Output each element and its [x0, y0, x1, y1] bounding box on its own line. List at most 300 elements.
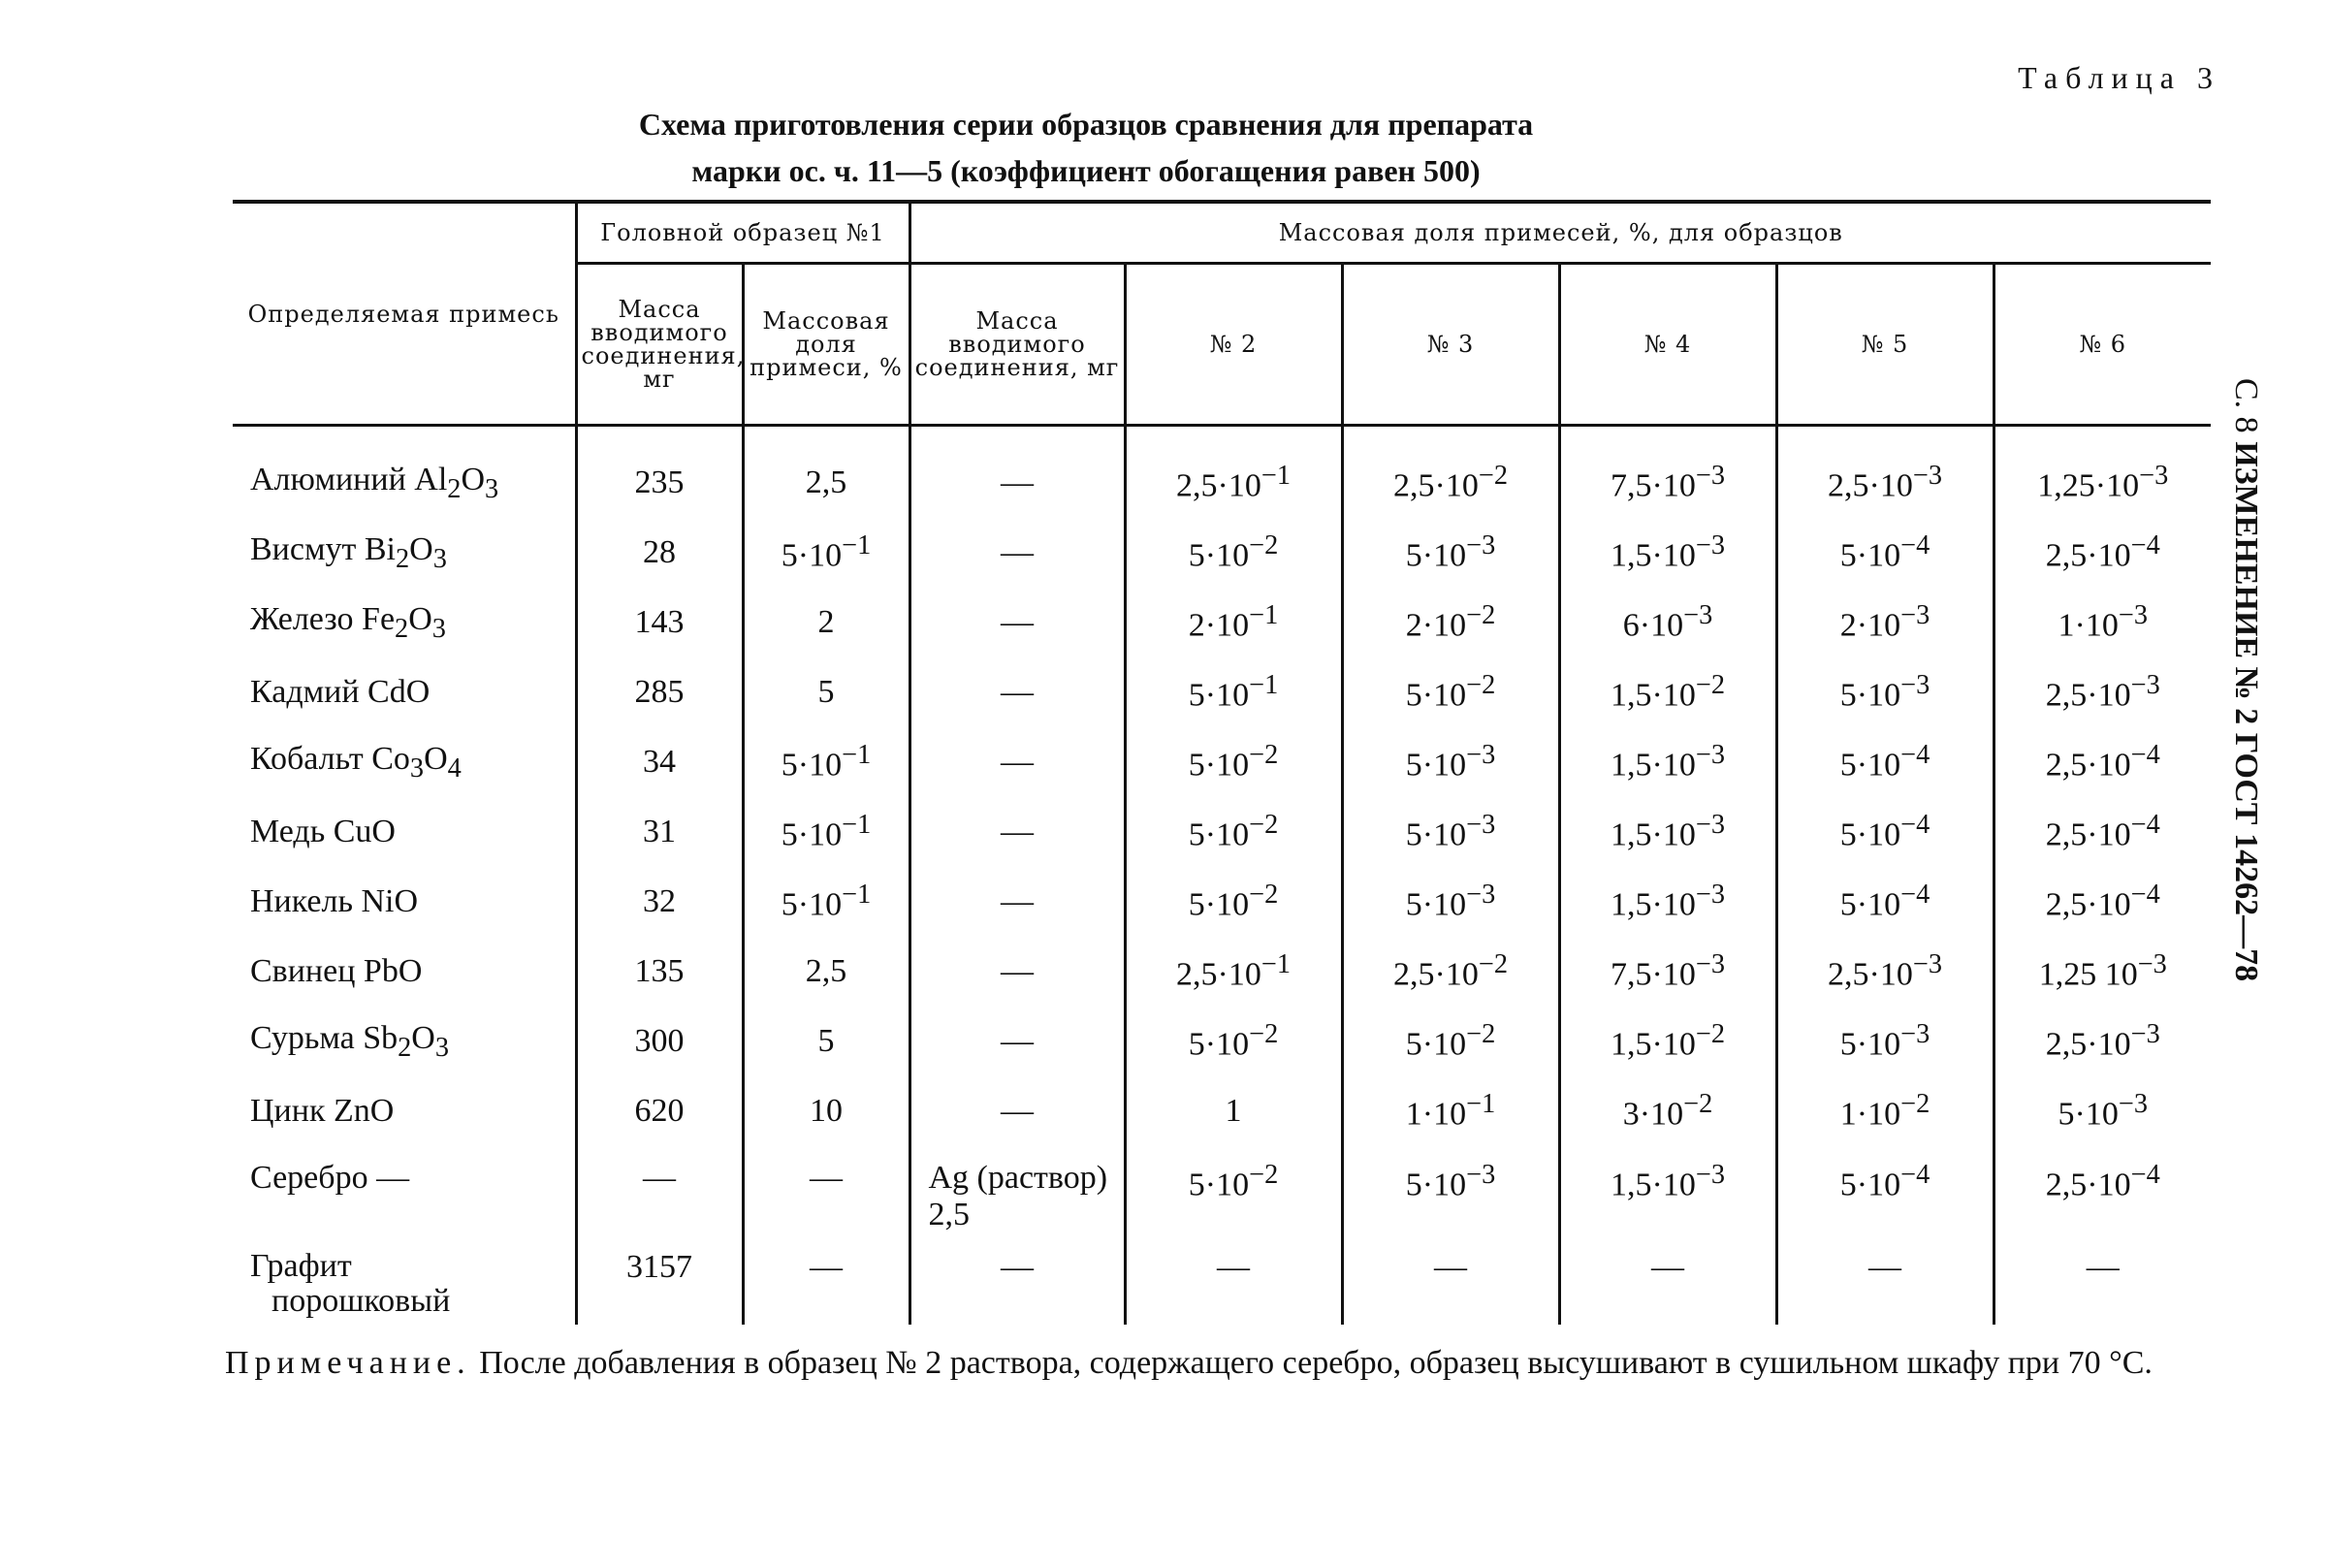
- fraction-value: 2,5: [805, 464, 847, 500]
- sample-value: 2,5·10: [2045, 1167, 2131, 1203]
- compound-mass-cell: 32: [576, 867, 743, 937]
- sample-value: 2,5·10: [2045, 1026, 2131, 1063]
- sample-value: 1·10: [1405, 1096, 1467, 1133]
- formula-subscript: 2: [395, 543, 410, 574]
- compound-mass-cell: 620: [576, 1076, 743, 1146]
- sample-exponent: −4: [2130, 530, 2160, 561]
- sample-exponent: −2: [1695, 670, 1725, 701]
- sample-4-cell: [1559, 1146, 1776, 1235]
- sample-exponent: −4: [1900, 530, 1930, 561]
- fraction-exponent: −1: [842, 530, 872, 561]
- added-mass-cell: —: [909, 518, 1125, 588]
- fraction-exponent: −1: [842, 740, 872, 771]
- table-body: [233, 426, 2211, 1326]
- sample-value: 1: [1225, 1093, 1242, 1129]
- impurity-formula-main: Железо Fe: [250, 600, 396, 637]
- impurity-fraction-cell: [743, 867, 909, 937]
- sample-exponent: −2: [1683, 1089, 1713, 1120]
- sample-exponent: −2: [1478, 949, 1508, 980]
- header-head-sample: Головной образец №1: [576, 202, 909, 264]
- sample-value: —: [1868, 1249, 1901, 1285]
- header-impurity-fraction: Массовая доля примеси, %: [743, 264, 909, 426]
- sample-value: 5·10: [1405, 747, 1467, 784]
- sample-2-cell: [1125, 727, 1342, 797]
- sample-value: 2·10: [1405, 607, 1467, 644]
- impurity-formula-main: Свинец PbO: [250, 953, 423, 989]
- formula-subscript: 3: [434, 1032, 450, 1063]
- sample-6-cell: [1994, 1235, 2211, 1325]
- sample-2-cell: [1125, 1235, 1342, 1325]
- sample-value: 2,5·10: [2045, 747, 2131, 784]
- header-row-1: [233, 202, 2211, 264]
- sample-6-cell: [1994, 588, 2211, 657]
- page-number: С. 8: [2228, 378, 2264, 433]
- sample-3-cell: [1342, 1076, 1559, 1146]
- sample-value: 5·10: [1188, 816, 1250, 853]
- sample-exponent: −3: [1466, 1160, 1496, 1190]
- fraction-value: 10: [810, 1093, 843, 1129]
- sample-value: —: [1217, 1249, 1250, 1285]
- impurity-name-line-2: порошковый: [271, 1283, 451, 1319]
- document-reference: ИЗМЕНЕНИЕ № 2 ГОСТ 14262—78: [2228, 441, 2264, 982]
- sample-value: 5·10: [1188, 537, 1250, 574]
- formula-subscript: 2: [395, 613, 409, 644]
- sample-4-cell: [1559, 1235, 1776, 1325]
- table-row: [233, 727, 2211, 797]
- sample-value: 3·10: [1622, 1096, 1684, 1133]
- sample-value: 5·10: [1188, 747, 1250, 784]
- header-sample-5: № 5: [1776, 264, 1994, 426]
- sample-value: 5·10: [1839, 1167, 1901, 1203]
- sample-exponent: −4: [2130, 810, 2160, 841]
- impurity-name: [233, 588, 576, 657]
- added-mass-cell: —: [909, 1076, 1125, 1146]
- sample-value: 2,5·10: [1828, 467, 1913, 504]
- sample-value: 7,5·10: [1611, 467, 1696, 504]
- sample-5-cell: [1776, 727, 1994, 797]
- sample-exponent: −3: [1900, 1019, 1930, 1050]
- header-added-mass: Масса вводимого соединения, мг: [909, 264, 1125, 426]
- added-mass-cell: —: [909, 727, 1125, 797]
- impurity-name: [233, 727, 576, 797]
- sample-exponent: −2: [1466, 600, 1496, 631]
- sample-value: 5·10: [1188, 677, 1250, 714]
- sample-4-cell: [1559, 426, 1776, 519]
- impurity-name: [233, 518, 576, 588]
- sample-2-cell: [1125, 657, 1342, 727]
- table-title: [233, 101, 1939, 194]
- formula-oxygen: O: [409, 530, 433, 567]
- sample-value: 2,5·10: [2045, 677, 2131, 714]
- sample-exponent: −3: [1695, 740, 1725, 771]
- sample-5-cell: [1776, 867, 1994, 937]
- note-text: После добавления в образец № 2 раствора, содержащего серебро, образец высушивают в сушильном шкафу при 70 °С.: [479, 1345, 2153, 1381]
- fraction-value: 5: [817, 674, 835, 710]
- sample-value: 2,5·10: [2045, 816, 2131, 853]
- sample-value: 5·10: [1405, 1026, 1467, 1063]
- impurity-formula-main: Висмут Bi: [250, 530, 396, 567]
- sample-exponent: −2: [1695, 1019, 1725, 1050]
- table-row: [233, 588, 2211, 657]
- sample-value: 1,5·10: [1611, 1167, 1696, 1203]
- sample-6-cell: [1994, 1076, 2211, 1146]
- sample-value: 2·10: [1839, 607, 1901, 644]
- sample-5-cell: [1776, 1235, 1994, 1325]
- fraction-value: 2: [817, 604, 835, 640]
- formula-subscript: 3: [485, 473, 499, 504]
- compound-mass-cell: 300: [576, 1007, 743, 1076]
- sample-6-cell: [1994, 727, 2211, 797]
- table-row: [233, 426, 2211, 519]
- sample-3-cell: [1342, 937, 1559, 1007]
- sample-exponent: −4: [2130, 1160, 2160, 1190]
- sample-exponent: −4: [2130, 880, 2160, 911]
- sample-6-cell: [1994, 797, 2211, 867]
- sample-exponent: −4: [1900, 810, 1930, 841]
- impurity-fraction-cell: [743, 588, 909, 657]
- sample-5-cell: [1776, 1146, 1994, 1235]
- impurity-fraction-cell: [743, 1076, 909, 1146]
- sample-exponent: −3: [1900, 670, 1930, 701]
- sample-exponent: −2: [1249, 880, 1279, 911]
- header-sample-6: № 6: [1994, 264, 2211, 426]
- sample-3-cell: [1342, 1235, 1559, 1325]
- footnote: [225, 1342, 2203, 1385]
- fraction-value: 5·10: [781, 747, 843, 784]
- impurity-name: [233, 937, 576, 1007]
- sample-value: 1,5·10: [1611, 886, 1696, 923]
- sample-exponent: −1: [1249, 670, 1279, 701]
- formula-oxygen: O: [411, 1019, 435, 1056]
- sample-value: 2,5·10: [1176, 467, 1261, 504]
- sample-exponent: −3: [1466, 740, 1496, 771]
- sample-exponent: −3: [1695, 1160, 1725, 1190]
- sample-exponent: −2: [1249, 1019, 1279, 1050]
- impurity-fraction-cell: [743, 797, 909, 867]
- sample-6-cell: [1994, 1146, 2211, 1235]
- sample-2-cell: [1125, 1076, 1342, 1146]
- impurity-name: [233, 426, 576, 519]
- sample-2-cell: [1125, 797, 1342, 867]
- sample-value: 5·10: [1405, 886, 1467, 923]
- impurity-name-line-1: Графит: [250, 1248, 352, 1284]
- sample-2-cell: [1125, 518, 1342, 588]
- sample-value: 5·10: [1188, 1026, 1250, 1063]
- added-mass-cell: Ag (раствор) 2,5: [909, 1146, 1125, 1235]
- sample-3-cell: [1342, 1146, 1559, 1235]
- sample-exponent: −3: [1912, 461, 1942, 492]
- sample-3-cell: [1342, 657, 1559, 727]
- formula-oxygen: O: [461, 461, 486, 497]
- sample-2-cell: [1125, 588, 1342, 657]
- header-mass-fraction-group: Массовая доля примесей, %, для образцов: [909, 202, 2211, 264]
- sample-5-cell: [1776, 588, 1994, 657]
- impurity-name: [233, 1076, 576, 1146]
- added-mass-cell: —: [909, 797, 1125, 867]
- fraction-value: 2,5: [805, 953, 847, 989]
- sample-value: —: [1651, 1249, 1684, 1285]
- sample-3-cell: [1342, 1007, 1559, 1076]
- sample-value: 5·10: [1839, 816, 1901, 853]
- sample-value: 5·10: [1839, 537, 1901, 574]
- sample-exponent: −3: [2139, 461, 2169, 492]
- table-row: [233, 518, 2211, 588]
- impurity-name: [233, 657, 576, 727]
- sample-exponent: −3: [1695, 810, 1725, 841]
- sample-value: 1,5·10: [1611, 816, 1696, 853]
- title-line-2: марки ос. ч. 11—5 (коэффициент обогащения равен 500): [691, 153, 1481, 188]
- impurity-name: [233, 1146, 576, 1235]
- reference-samples-table: [233, 200, 2211, 1325]
- sample-4-cell: [1559, 1076, 1776, 1146]
- impurity-formula-main: Сурьма Sb: [250, 1019, 399, 1056]
- sample-exponent: −3: [1683, 600, 1713, 631]
- sample-2-cell: [1125, 1146, 1342, 1235]
- sample-value: 1,5·10: [1611, 1026, 1696, 1063]
- sample-6-cell: [1994, 867, 2211, 937]
- sample-4-cell: [1559, 518, 1776, 588]
- sample-value: 2,5·10: [2045, 886, 2131, 923]
- compound-mass-cell: 135: [576, 937, 743, 1007]
- sample-value: 2,5·10: [1393, 956, 1479, 993]
- impurity-fraction-cell: [743, 426, 909, 519]
- impurity-fraction-cell: [743, 518, 909, 588]
- impurity-name: [233, 797, 576, 867]
- compound-mass-cell: 34: [576, 727, 743, 797]
- added-mass-cell: —: [909, 867, 1125, 937]
- compound-mass-cell: 3157: [576, 1235, 743, 1325]
- sample-exponent: −1: [1249, 600, 1279, 631]
- impurity-formula-main: Кадмий CdO: [250, 674, 431, 710]
- impurity-name: [233, 1007, 576, 1076]
- sample-value: 5·10: [1839, 886, 1901, 923]
- sample-value: 1,25·10: [2037, 467, 2140, 504]
- sample-exponent: −2: [1249, 740, 1279, 771]
- sample-exponent: −3: [1466, 810, 1496, 841]
- impurity-formula-main: Цинк ZnO: [250, 1093, 395, 1129]
- sample-6-cell: [1994, 937, 2211, 1007]
- fraction-value: —: [810, 1160, 843, 1196]
- sample-exponent: −2: [1249, 530, 1279, 561]
- sample-2-cell: [1125, 426, 1342, 519]
- sample-4-cell: [1559, 867, 1776, 937]
- formula-subscript: 3: [432, 543, 447, 574]
- added-mass-cell: —: [909, 1007, 1125, 1076]
- table-number: Таблица 3: [2018, 60, 2220, 95]
- formula-oxygen: O: [408, 600, 432, 637]
- sample-4-cell: [1559, 1007, 1776, 1076]
- added-mass-cell: —: [909, 937, 1125, 1007]
- sample-value: 5·10: [1839, 747, 1901, 784]
- impurity-fraction-cell: [743, 657, 909, 727]
- impurity-fraction-cell: [743, 1146, 909, 1235]
- sample-exponent: −3: [2137, 949, 2167, 980]
- sample-exponent: −3: [1900, 600, 1930, 631]
- sample-exponent: −2: [1466, 1019, 1496, 1050]
- table-row: [233, 1146, 2211, 1235]
- sample-2-cell: [1125, 867, 1342, 937]
- sample-3-cell: [1342, 588, 1559, 657]
- sample-value: 5·10: [1839, 1026, 1901, 1063]
- sample-value: 2,5·10: [1393, 467, 1479, 504]
- header-impurity: Определяемая примесь: [233, 202, 576, 426]
- fraction-value: 5·10: [781, 537, 843, 574]
- fraction-exponent: −1: [842, 880, 872, 911]
- sample-value: 2,5·10: [1176, 956, 1261, 993]
- formula-subscript: 2: [447, 473, 462, 504]
- sample-5-cell: [1776, 1007, 1994, 1076]
- compound-mass-cell: 31: [576, 797, 743, 867]
- sample-5-cell: [1776, 937, 1994, 1007]
- sample-2-cell: [1125, 937, 1342, 1007]
- header-sample-2: № 2: [1125, 264, 1342, 426]
- table-row: [233, 1007, 2211, 1076]
- sample-exponent: −4: [1900, 880, 1930, 911]
- sample-value: 7,5·10: [1611, 956, 1696, 993]
- sample-value: 1,5·10: [1611, 537, 1696, 574]
- header-compound-mass: Масса вводимого соединения, мг: [576, 264, 743, 426]
- formula-oxygen: O: [424, 740, 448, 777]
- sample-exponent: −4: [1900, 1160, 1930, 1190]
- sample-6-cell: [1994, 657, 2211, 727]
- sample-exponent: −1: [1260, 461, 1291, 492]
- sample-value: 5·10: [1188, 886, 1250, 923]
- fraction-value: 5·10: [781, 816, 843, 853]
- sample-3-cell: [1342, 727, 1559, 797]
- sample-exponent: −3: [2130, 1019, 2160, 1050]
- sample-exponent: −4: [1900, 740, 1930, 771]
- sample-value: 1·10: [1839, 1096, 1901, 1133]
- fraction-value: 5: [817, 1023, 835, 1059]
- impurity-formula-main: Алюминий Al: [250, 461, 448, 497]
- sample-6-cell: [1994, 518, 2211, 588]
- fraction-exponent: −1: [842, 810, 872, 841]
- compound-mass-cell: 143: [576, 588, 743, 657]
- formula-subscript: 3: [409, 752, 425, 784]
- sample-exponent: −2: [1249, 1160, 1279, 1190]
- title-line-1: Схема приготовления серии образцов сравнения для препарата: [638, 107, 1534, 142]
- added-mass-cell: —: [909, 1235, 1125, 1325]
- sample-value: —: [1434, 1249, 1467, 1285]
- header-sample-3: № 3: [1342, 264, 1559, 426]
- sample-exponent: −3: [2118, 1089, 2148, 1120]
- sample-exponent: −3: [1912, 949, 1942, 980]
- sample-value: 1,5·10: [1611, 747, 1696, 784]
- table-row: [233, 867, 2211, 937]
- impurity-fraction-cell: [743, 1235, 909, 1325]
- added-mass-cell: —: [909, 657, 1125, 727]
- table-row: [233, 657, 2211, 727]
- sample-value: 1,25 10: [2038, 956, 2138, 993]
- sample-value: —: [2086, 1249, 2120, 1285]
- added-mass-cell: —: [909, 426, 1125, 519]
- impurity-name: [233, 1235, 576, 1325]
- sample-exponent: −3: [1466, 880, 1496, 911]
- sample-4-cell: [1559, 588, 1776, 657]
- sample-5-cell: [1776, 1076, 1994, 1146]
- impurity-formula-main: Никель NiO: [250, 883, 419, 919]
- impurity-fraction-cell: [743, 937, 909, 1007]
- added-mass-cell: —: [909, 588, 1125, 657]
- sample-value: 1,5·10: [1611, 677, 1696, 714]
- table-row: [233, 1235, 2211, 1325]
- compound-mass-cell: 235: [576, 426, 743, 519]
- sample-value: 5·10: [1405, 677, 1467, 714]
- sample-exponent: −3: [1695, 949, 1725, 980]
- sample-exponent: −3: [1695, 530, 1725, 561]
- sample-value: 5·10: [1188, 1167, 1250, 1203]
- sample-exponent: −3: [2118, 600, 2148, 631]
- sample-3-cell: [1342, 867, 1559, 937]
- sample-5-cell: [1776, 518, 1994, 588]
- sample-value: 5·10: [1405, 1167, 1467, 1203]
- sample-3-cell: [1342, 426, 1559, 519]
- formula-subscript: 2: [398, 1032, 412, 1063]
- impurity-fraction-cell: [743, 727, 909, 797]
- sample-4-cell: [1559, 657, 1776, 727]
- impurity-formula-main: Кобальт Co: [250, 740, 410, 777]
- header-sample-4: № 4: [1559, 264, 1776, 426]
- sample-exponent: −3: [1466, 530, 1496, 561]
- impurity-fraction-cell: [743, 1007, 909, 1076]
- sample-6-cell: [1994, 426, 2211, 519]
- sample-2-cell: [1125, 1007, 1342, 1076]
- note-label: Примечание.: [225, 1345, 471, 1381]
- table-row: [233, 937, 2211, 1007]
- sample-exponent: −4: [2130, 740, 2160, 771]
- formula-subscript: 4: [447, 752, 462, 784]
- table-row: [233, 797, 2211, 867]
- sample-exponent: −3: [1695, 461, 1725, 492]
- sample-5-cell: [1776, 426, 1994, 519]
- sample-4-cell: [1559, 937, 1776, 1007]
- sample-4-cell: [1559, 727, 1776, 797]
- sample-5-cell: [1776, 797, 1994, 867]
- sample-value: 2,5·10: [2045, 537, 2131, 574]
- sample-value: 5·10: [1839, 677, 1901, 714]
- sample-value: 2,5·10: [1828, 956, 1913, 993]
- sample-3-cell: [1342, 518, 1559, 588]
- sample-value: 5·10: [2058, 1096, 2119, 1133]
- sample-3-cell: [1342, 797, 1559, 867]
- compound-mass-cell: 28: [576, 518, 743, 588]
- impurity-formula-main: Серебро —: [250, 1160, 410, 1196]
- sample-exponent: −2: [1466, 670, 1496, 701]
- sample-5-cell: [1776, 657, 1994, 727]
- sample-value: 2·10: [1188, 607, 1250, 644]
- side-header: [2227, 378, 2264, 981]
- sample-value: 1·10: [2058, 607, 2119, 644]
- fraction-value: —: [810, 1249, 843, 1285]
- impurity-name: [233, 867, 576, 937]
- sample-value: 6·10: [1622, 607, 1684, 644]
- compound-mass-cell: 285: [576, 657, 743, 727]
- sample-exponent: −1: [1260, 949, 1291, 980]
- sample-exponent: −2: [1900, 1089, 1930, 1120]
- sample-value: 5·10: [1405, 816, 1467, 853]
- fraction-value: 5·10: [781, 886, 843, 923]
- sample-exponent: −1: [1466, 1089, 1496, 1120]
- table-row: [233, 1076, 2211, 1146]
- impurity-formula-main: Медь CuO: [250, 814, 396, 849]
- formula-subscript: 3: [431, 613, 446, 644]
- sample-6-cell: [1994, 1007, 2211, 1076]
- sample-4-cell: [1559, 797, 1776, 867]
- sample-exponent: −2: [1249, 810, 1279, 841]
- sample-exponent: −2: [1478, 461, 1508, 492]
- compound-mass-cell: —: [576, 1146, 743, 1235]
- sample-value: 5·10: [1405, 537, 1467, 574]
